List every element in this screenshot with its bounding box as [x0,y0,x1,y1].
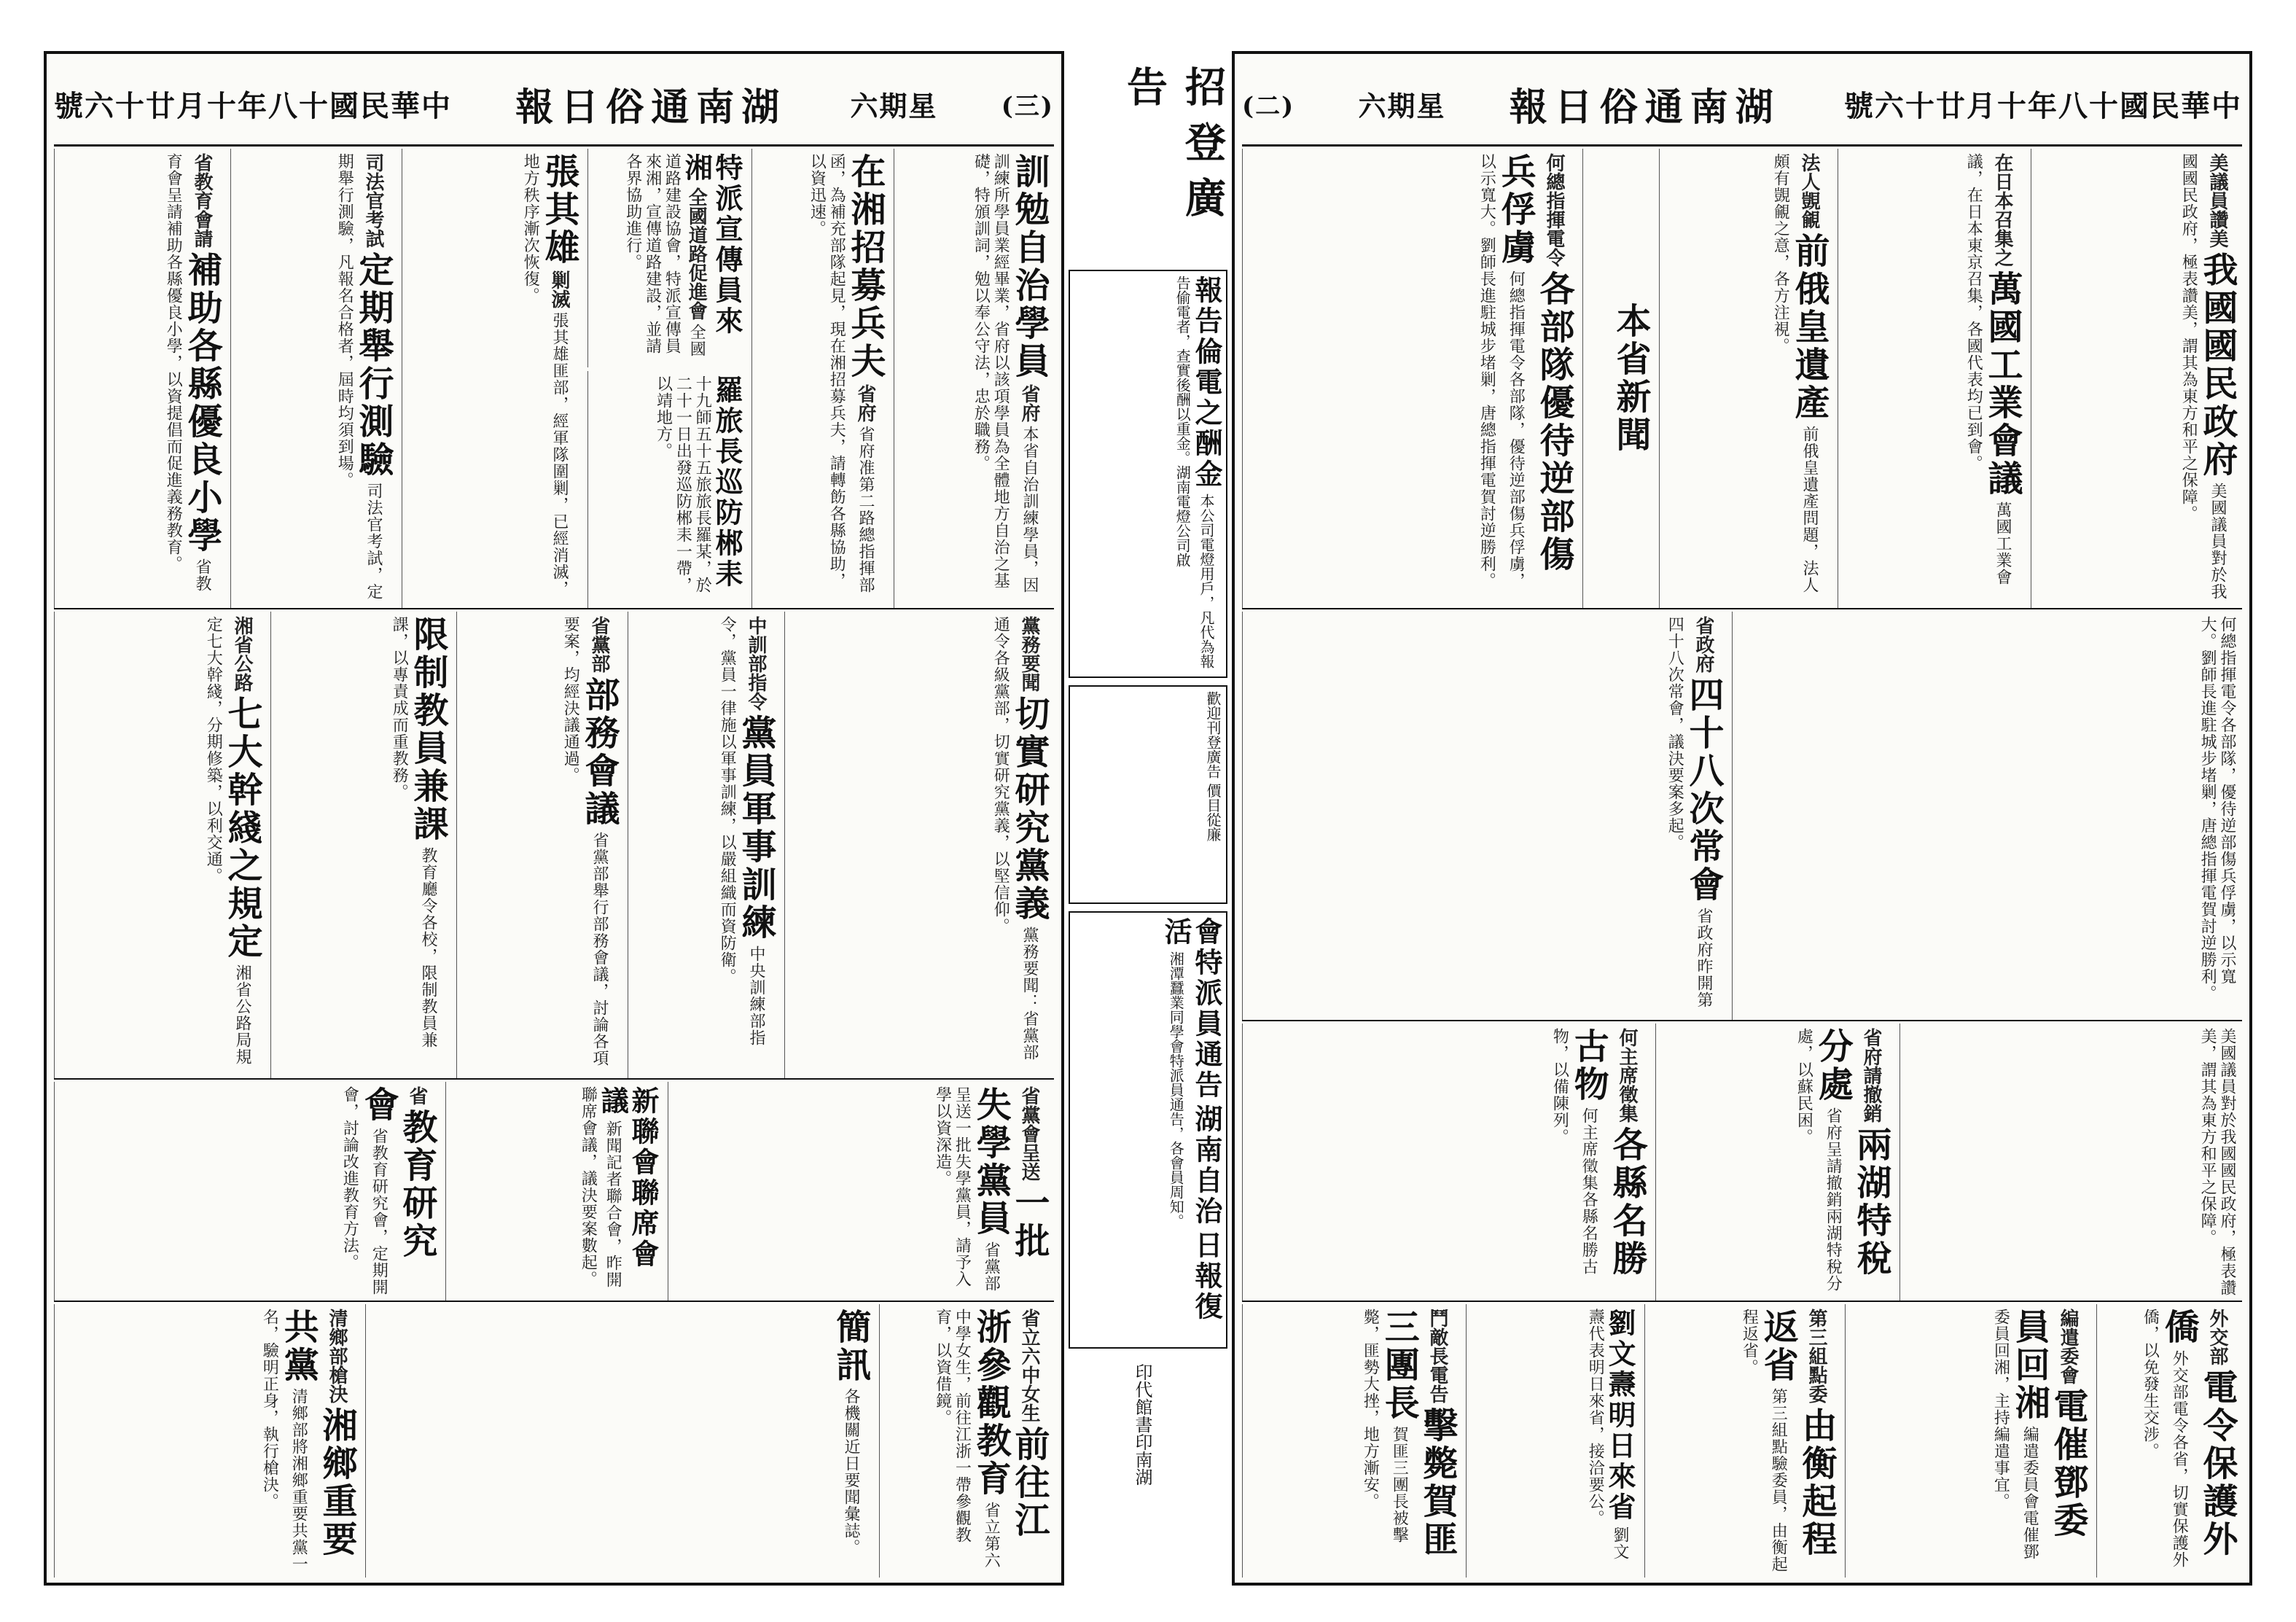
article-headline: 切實研究黨義 [1009,695,1050,924]
right-band-bottom [1242,1304,2242,1578]
article [587,149,748,367]
article-headline: 由衡起程返省 [1757,1309,1837,1559]
ad-headline: 會特派員通告 [1190,917,1223,1101]
article-headline: 部務會議 [579,677,620,829]
article [1838,149,2027,608]
article-subhead: 省黨會呈送 [1018,1086,1040,1181]
article [1655,1024,1896,1301]
article-body: 美國議員對於我國國民政府，極表讚美，謂其為東方和平之保障。 [2179,153,2227,601]
article-subhead: 省黨部 [588,616,610,673]
article-subhead: 法人覬覦 [1798,153,1820,229]
article [1242,612,1728,1020]
printer-footer: 印代館書印南湖 [1132,1363,1152,1486]
article-body: 萬國工業會議，在日本東京召集，各國代表均已到會。 [1964,153,2012,586]
article-subhead: 何主席徵集 [1616,1028,1638,1123]
right-band-top [1242,149,2242,609]
section-title: 本省新聞 [1610,303,1651,454]
article-headline: 電催鄧委員回湘 [2009,1309,2088,1540]
article [402,149,584,608]
article [54,149,227,608]
article-headline: 在湘招募兵夫 [845,153,886,381]
article-body: 本省自治訓練學員，因訓練所學員業經畢業，省府以該項學員為全體地方自治之基礎，特頒訓詞，勉以奉公守法，忠於職務。 [972,153,1039,594]
article-headline: 新聯會聯席會議 [596,1086,660,1270]
article-body: 十九師五十五旅旅長羅某，於二十一日出發巡防郴耒一帶，以靖地方。 [654,375,712,593]
article-subhead: 司法官考試 [362,153,384,248]
article-body: 編遣委員會電催鄧委員回湘，主持編遣事宜。 [1991,1309,2039,1561]
left-newspaper-page [44,51,1064,1586]
article-subhead: 中訓部指令 [745,616,767,711]
advertisement-title: 招登廣告 [1120,66,1227,232]
article [587,371,748,608]
article-subhead: 省政府 [1692,616,1714,673]
article-subhead: 省府請撤銷 [1860,1028,1882,1123]
advertisement-box [1069,270,1227,678]
article-subhead: 剿滅 [548,270,570,309]
left-band-lower [54,1082,1054,1302]
right-masthead-date: 號六十廿月十年八十國民華中 [1843,88,2242,123]
article-subhead: 省教育會請 [191,153,213,248]
article-subhead: 黨務要聞 [1018,616,1040,692]
article-subhead: 全國道路促進會 [685,187,708,321]
article [1644,1304,1841,1578]
article-body: 教育廳令各校，限制教員兼課，以專責成而重教務。 [390,616,437,1049]
left-masthead-weekday: 六期星 [850,89,938,122]
article-headline: 劉文燾明日來省 [1604,1309,1636,1523]
advertisement-box [1069,911,1227,1349]
article-headline: 訓勉自治學員 [1009,153,1050,381]
article [54,1082,442,1301]
article-subhead: 編遣委會 [2057,1309,2079,1384]
article [1242,1024,1652,1301]
section-banner [1582,149,1655,608]
ad-headline: 湖南自治 [1190,1104,1223,1228]
article-subhead: 第三組點委 [1805,1309,1827,1403]
article-subhead: 省府 [1018,384,1040,423]
article [1899,1024,2242,1301]
ad-body: 本公司電燈用戶，凡代為報告偷電者，查實後酬以重金。湖南電燈公司啟 [1174,276,1215,669]
right-band-lower [1242,1024,2242,1302]
article-headline: 七大幹綫之規定 [222,695,262,962]
advertisement-strip [1064,51,1232,1586]
article-subhead: 在日本召集之 [1991,153,2013,267]
article-headline: 各部隊優待逆部傷兵俘虜 [1495,153,1574,574]
left-band-bottom [54,1304,1054,1578]
article-subhead: 省立六中女生 [1018,1309,1040,1422]
article-headline: 各縣名勝古物 [1568,1028,1647,1279]
article-body: 省府准第二路總指揮部函，為補充部隊起見，現在湘招募兵夫，請轉飭各縣協助，以資迅速。 [808,153,875,594]
ad-body: 歡迎刊登廣告 價目從廉 [1204,691,1222,842]
ad-headline: 報告倫電之酬金 [1190,276,1223,490]
article [445,1082,664,1301]
article [751,149,890,608]
article-headline: 羅旅長巡防郴耒 [711,375,743,590]
article [54,612,267,1078]
article [668,1082,1054,1301]
article-headline: 前俄皇遺產 [1789,233,1830,423]
article-headline: 黨員軍事訓練 [735,714,776,943]
right-masthead-title: 報日俗通南湖 [1509,85,1781,130]
article-subhead: 省府 [854,384,876,423]
article-subhead: 湘省公路 [231,616,253,692]
article-body: 各機關近日要聞彙誌。 [842,1388,860,1556]
right-masthead-weekday: 六期星 [1358,89,1446,122]
article [628,612,781,1078]
article-headline: 補助各縣優良小學 [181,252,222,555]
article [2031,149,2242,608]
right-newspaper-page [1232,51,2252,1586]
article [365,1304,875,1578]
article-headline: 一批失學黨員 [970,1086,1050,1261]
article-body: 省府呈請撤銷兩湖特稅分處，以蘇民困。 [1795,1028,1843,1292]
article-body: 省教育研究會，定期開會，討論改進教育方法。 [340,1086,388,1296]
article [784,612,1054,1078]
article-body: 中央訓練部指令，黨員一律施以軍事訓練，以嚴組織而資防衛。 [718,616,765,1047]
article-headline: 電令保護外僑 [2158,1309,2238,1559]
article-body: 省政府昨開第四十八次常會，議決要案多起。 [1666,616,1713,1009]
article-body: 何總指揮電令各部隊，優待逆部傷兵俘虜，以示寬大。劉師長進駐城步堵剿，唐總指揮電賀討逆勝利。 [2198,616,2236,1002]
left-band-middle [54,612,1054,1080]
left-masthead-date: 號六十廿月十年八十國民華中 [54,88,452,123]
article [1732,612,2242,1020]
article [894,149,1054,608]
article-body: 省教育會呈請補助各縣優良小學，以資提倡而促進義務教育。 [164,153,211,593]
article [230,149,398,608]
article-headline: 我國國民政府 [2197,252,2238,480]
article-headline: 前往江浙參觀教育 [970,1309,1050,1540]
article-headline: 擊斃賀匪三團長 [1378,1309,1458,1559]
article-body: 張其雄匪部，經軍隊圍剿，已經消滅，地方秩序漸次恢復。 [521,153,569,598]
article-body: 黨務要聞：省黨部通令各級黨部，切實研究黨義，以堅信仰。 [991,616,1039,1061]
ad-headline: 日報復活 [1160,917,1223,1323]
article-body: 外交部電令各省，切實保護外僑，以免發生交涉。 [2141,1309,2189,1569]
article-body: 省黨部呈送一批失學黨員，請予入學以資深造。 [933,1086,1001,1292]
right-masthead-page-number: (二) [1242,91,1295,121]
article [270,612,453,1078]
article [456,612,624,1078]
article-headline: 簡訊 [830,1309,871,1384]
article [1242,149,1579,608]
left-masthead-page-number: (三) [1001,91,1054,121]
article-body: 省黨部舉行部務會議，討論各項要案，均經決議通過。 [561,616,609,1067]
article-body: 何總指揮電令各部隊，優待逆部傷兵俘虜，以示寬大。劉師長進駐城步堵剿，唐總指揮電賀討逆勝利。 [1477,153,1526,590]
article-headline: 教育研究會 [358,1086,437,1261]
right-masthead [1242,63,2242,147]
article-headline: 定期舉行測驗 [353,252,394,480]
right-band-middle [1242,612,2242,1021]
article-body: 湘省公路局規定七大幹綫，分期修築，以利交通。 [204,616,251,1066]
article-subhead: 外交部 [2206,1309,2228,1365]
article-body: 美國議員對於我國國民政府，極表讚美，謂其為東方和平之保障。 [2198,1028,2236,1296]
article-subhead: 何總指揮電令 [1543,153,1565,267]
article-subhead: 清鄉部槍決 [326,1309,348,1403]
left-masthead [54,63,1054,147]
article-headline: 萬國工業會議 [1982,270,2023,499]
article [1466,1304,1641,1578]
ad-body: 湘潭蠶業同學會特派員通告，各會員周知。 [1167,951,1185,1229]
article-body: 司法官考試，定期舉行測驗，凡報名合格者，屆時均須到場。 [335,153,383,601]
left-band-top [54,149,1054,609]
article-headline: 四十八次常會 [1683,677,1724,905]
article-body: 前俄皇遺產問題，法人頗有覬覦之意，各方注視。 [1771,153,1819,594]
advertisement-box [1069,685,1227,904]
article-subhead: 鬥敵長電告 [1426,1309,1448,1403]
article [2096,1304,2242,1578]
article-body: 劉文燾代表明日來省，接洽要公。 [1586,1309,1629,1561]
article-subhead: 美議員讚美 [2206,153,2228,248]
article-body: 清鄉部將湘鄉重要共黨一名，驗明正身，執行槍決。 [260,1309,308,1573]
article-headline: 限制教員兼課 [407,616,448,843]
article [54,1304,362,1578]
article-headline: 特派宣傳員來湘 [680,153,743,337]
article-body: 賀匪三團長被擊斃，匪勢大挫，地方漸安。 [1361,1309,1409,1544]
article-body: 新聞記者聯合會，昨開聯席會議，議決要案數起。 [579,1086,622,1289]
left-masthead-title: 報日俗通南湖 [515,85,787,130]
article-body: 全國道路建設協會，特派宣傳員來湘，宣傳道路建設，並請各界協助進行。 [623,153,706,358]
article [1659,149,1834,608]
article-body: 省立第六中學女生，前往江浙一帶參觀教育，以資借鏡。 [933,1309,1001,1570]
article-subhead: 省 [406,1086,428,1105]
article-body: 何主席徵集各縣名勝古物，以備陳列。 [1550,1028,1598,1276]
article-headline: 張其雄 [539,153,579,267]
article-headline: 湘鄉重要共黨 [278,1309,357,1559]
article [1845,1304,2093,1578]
article [1242,1304,1462,1578]
article [879,1304,1054,1578]
article-body: 第三組點驗委員，由衡起程返省。 [1740,1309,1788,1573]
article-headline: 兩湖特稅分處 [1812,1028,1891,1279]
